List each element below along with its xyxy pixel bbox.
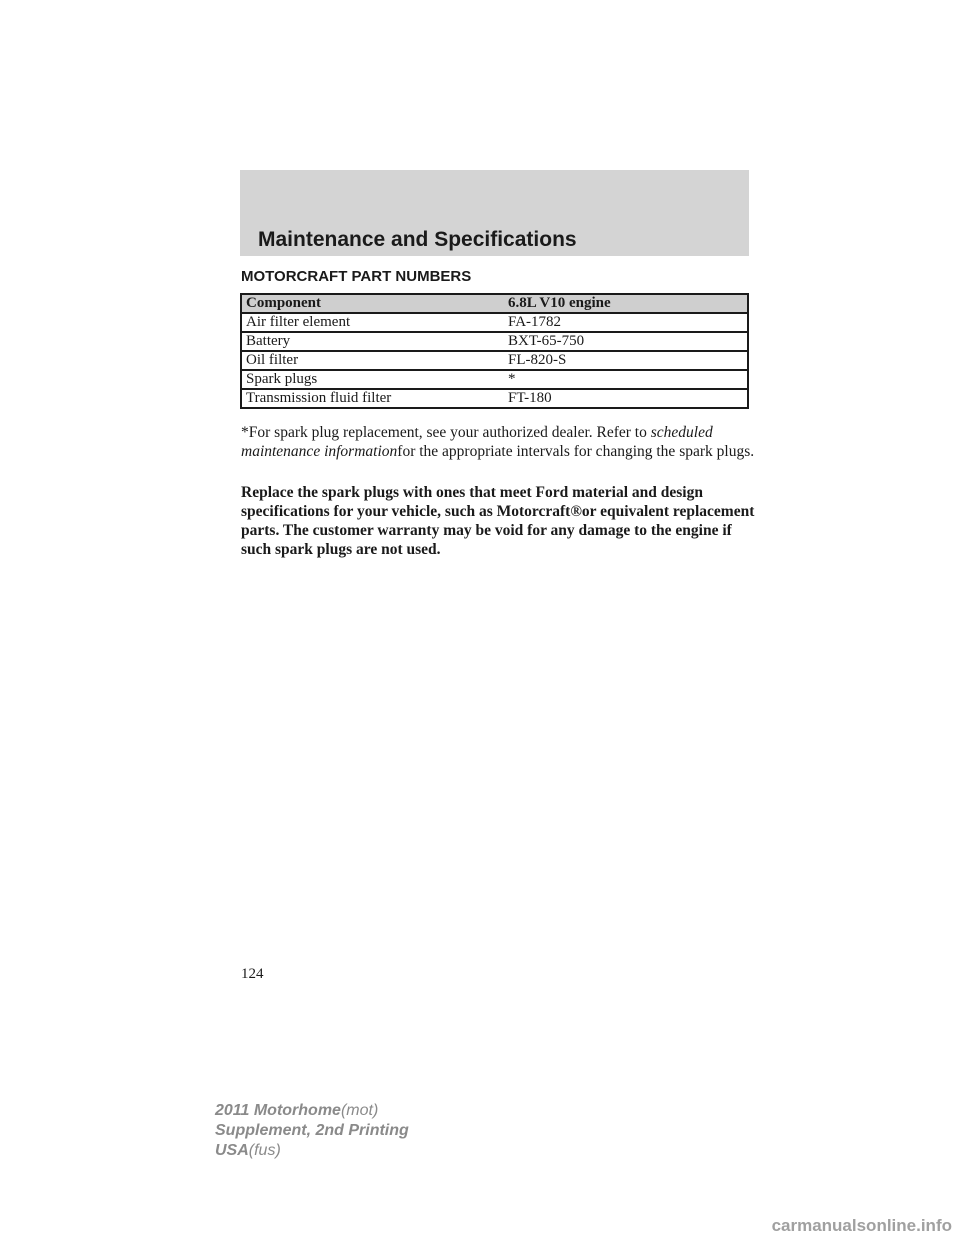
parts-table xyxy=(240,293,749,409)
part-number-cell: * xyxy=(504,370,748,389)
component-cell: Air filter element xyxy=(241,313,504,332)
table-row xyxy=(241,313,748,332)
spark-plug-warning: Replace the spark plugs with ones that meet Ford material and design specifications for your vehicle, such as Motorcraft®or equivalent replacement parts. The customer warranty may be void for any damage to the engine if such spark plugs are not used. xyxy=(241,484,755,558)
part-number-cell: BXT-65-750 xyxy=(504,332,748,351)
component-cell: Oil filter xyxy=(241,351,504,370)
spark-plug-footnote xyxy=(241,423,761,461)
publication-line-3: USA(fus) xyxy=(215,1142,281,1159)
column-header-component: Component xyxy=(241,294,504,313)
header-band xyxy=(240,170,749,256)
table-row xyxy=(241,332,748,351)
table-row xyxy=(241,370,748,389)
footnote-text-after: for the appropriate intervals for changing the spark plugs. xyxy=(397,443,755,460)
publication-line-1: 2011 Motorhome(mot) xyxy=(215,1102,379,1119)
footnote-text-before: *For spark plug replacement, see your authorized dealer. Refer to xyxy=(241,424,651,441)
footnote-reference: scheduled maintenance information xyxy=(241,424,713,460)
component-cell: Spark plugs xyxy=(241,370,504,389)
part-number-cell: FA-1782 xyxy=(504,313,748,332)
part-number-cell: FT-180 xyxy=(504,389,748,408)
section-title: MOTORCRAFT PART NUMBERS xyxy=(241,268,472,285)
table-row xyxy=(241,351,748,370)
page-title: Maintenance and Specifications xyxy=(258,228,577,251)
watermark: carmanualsonline.info xyxy=(771,1216,952,1235)
page-number: 124 xyxy=(241,966,264,982)
column-header-engine: 6.8L V10 engine xyxy=(504,294,748,313)
component-cell: Battery xyxy=(241,332,504,351)
component-cell: Transmission fluid filter xyxy=(241,389,504,408)
part-number-cell: FL-820-S xyxy=(504,351,748,370)
publication-line-2: Supplement, 2nd Printing xyxy=(215,1122,409,1139)
table-row xyxy=(241,389,748,408)
table-header-row xyxy=(241,294,748,313)
publication-info xyxy=(215,1101,409,1161)
